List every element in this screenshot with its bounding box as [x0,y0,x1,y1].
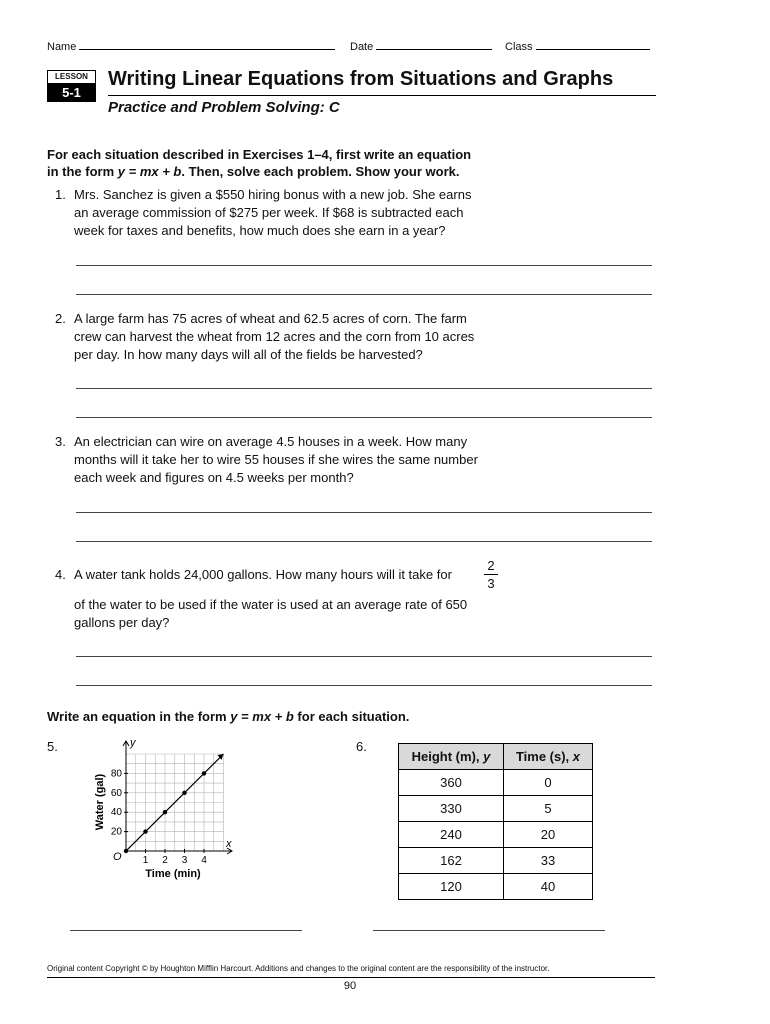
table-cell: 162 [399,848,504,874]
origin-label: O [113,851,122,863]
data-point [202,771,206,775]
answer-line[interactable] [76,417,652,418]
table-cell: 120 [399,874,504,900]
table-cell: 40 [504,874,593,900]
table-cell: 20 [504,822,593,848]
x-tick-label: 2 [162,855,168,866]
fraction-denominator: 3 [487,576,495,591]
table-cell: 33 [504,848,593,874]
table-row [399,874,593,900]
answer-line[interactable] [76,685,652,686]
name-field[interactable] [47,39,335,53]
answer-line[interactable] [76,265,652,266]
question-text-line: week for taxes and benefits, how much does she earn in a year? [74,223,446,238]
table-row [399,770,593,796]
question-number: 3. [55,434,66,449]
question-text-line: an average commission of $275 per week. If $68 is subtracted each [74,205,464,220]
question-text-line: of the water to be used if the water is used at an average rate of 650 [74,597,468,612]
question-5-number: 5. [47,739,58,754]
fraction-two-thirds [484,558,498,591]
data-point [182,791,186,795]
y-tick-label: 40 [110,807,122,819]
column-header-height: Height (m), y [399,744,504,770]
y-tick-label: 20 [110,826,122,838]
name-blank[interactable] [79,39,335,50]
table-cell: 330 [399,796,504,822]
x-tick-label: 1 [142,855,149,866]
fraction-bar [484,574,498,575]
answer-line[interactable] [76,388,652,389]
y-axis-letter: y [130,737,136,749]
data-point [143,829,147,833]
date-label: Date [350,41,374,53]
question-text-line: A water tank holds 24,000 gallons. How many hours will it take for [74,567,452,582]
table-row [399,822,593,848]
table-cell: 360 [399,770,504,796]
page-title: Writing Linear Equations from Situations and Graphs [108,68,614,90]
question-text-line: A large farm has 75 acres of wheat and 62.5 acres of corn. The farm [74,311,467,326]
x-axis-label: Time (min) [145,868,201,880]
instructions-line-2: in the form y = mx + b. Then, solve each problem. Show your work. [47,164,460,179]
data-point [124,849,128,853]
fraction-numerator: 2 [487,558,495,573]
question-1 [55,186,575,242]
class-field[interactable] [505,39,650,53]
answer-line[interactable] [76,512,652,513]
question-text-line: An electrician can wire on average 4.5 houses in a week. How many [74,434,468,449]
instructions-exercises-5-6: Write an equation in the form y = mx + b for each situation. [47,709,410,724]
class-label: Class [505,41,533,53]
table-cell: 0 [504,770,593,796]
answer-line[interactable] [76,541,652,542]
instructions-exercises-1-4 [47,146,471,180]
x-tick-label: 3 [181,855,188,866]
question-text-line: gallons per day? [74,615,170,630]
table-cell: 5 [504,796,593,822]
data-point [163,810,167,814]
copyright-notice: Original content Copyright © by Houghton Mifflin Harcourt. Additions and changes to the original content are the responsibility of the instructor. [47,964,550,973]
question-2 [55,310,575,366]
answer-line-5[interactable] [70,930,302,931]
date-field[interactable] [350,39,492,53]
water-vs-time-graph [86,736,246,886]
question-4-continued [74,596,574,632]
page-number: 90 [343,980,357,992]
lesson-label: LESSON [47,70,96,84]
height-time-table [398,743,593,900]
question-text-line: per day. In how many days will all of the fields be harvested? [74,347,423,362]
question-6-number: 6. [356,739,367,754]
x-axis-letter: x [226,838,232,850]
table-row [399,796,593,822]
answer-line-6[interactable] [373,930,605,931]
question-number: 4. [55,567,66,582]
lesson-badge [47,70,96,102]
name-label: Name [47,41,77,53]
footer-divider [47,977,655,978]
question-text-line: each week and figures on 4.5 weeks per month? [74,470,354,485]
y-tick-label: 80 [110,768,122,780]
question-text-line: months will it take her to wire 55 houses if she wires the same number [74,452,478,467]
instructions-line-1: For each situation described in Exercises 1–4, first write an equation [47,147,472,162]
lesson-number: 5-1 [47,84,96,102]
y-axis-label: Water (gal) [94,773,106,831]
question-3 [55,433,575,489]
date-blank[interactable] [376,39,492,50]
x-tick-label: 4 [201,855,207,866]
column-header-time: Time (s), x [504,744,593,770]
question-text-line: crew can harvest the wheat from 12 acres and the corn from 10 acres [74,329,475,344]
question-number: 1. [55,187,66,202]
class-blank[interactable] [536,39,650,50]
question-number: 2. [55,311,66,326]
page-subtitle: Practice and Problem Solving: C [108,99,340,116]
y-tick-label: 60 [110,787,122,799]
title-divider [108,95,656,96]
question-text-line: Mrs. Sanchez is given a $550 hiring bonus with a new job. She earns [74,187,472,202]
answer-line[interactable] [76,656,652,657]
table-row [399,848,593,874]
table-cell: 240 [399,822,504,848]
answer-line[interactable] [76,294,652,295]
